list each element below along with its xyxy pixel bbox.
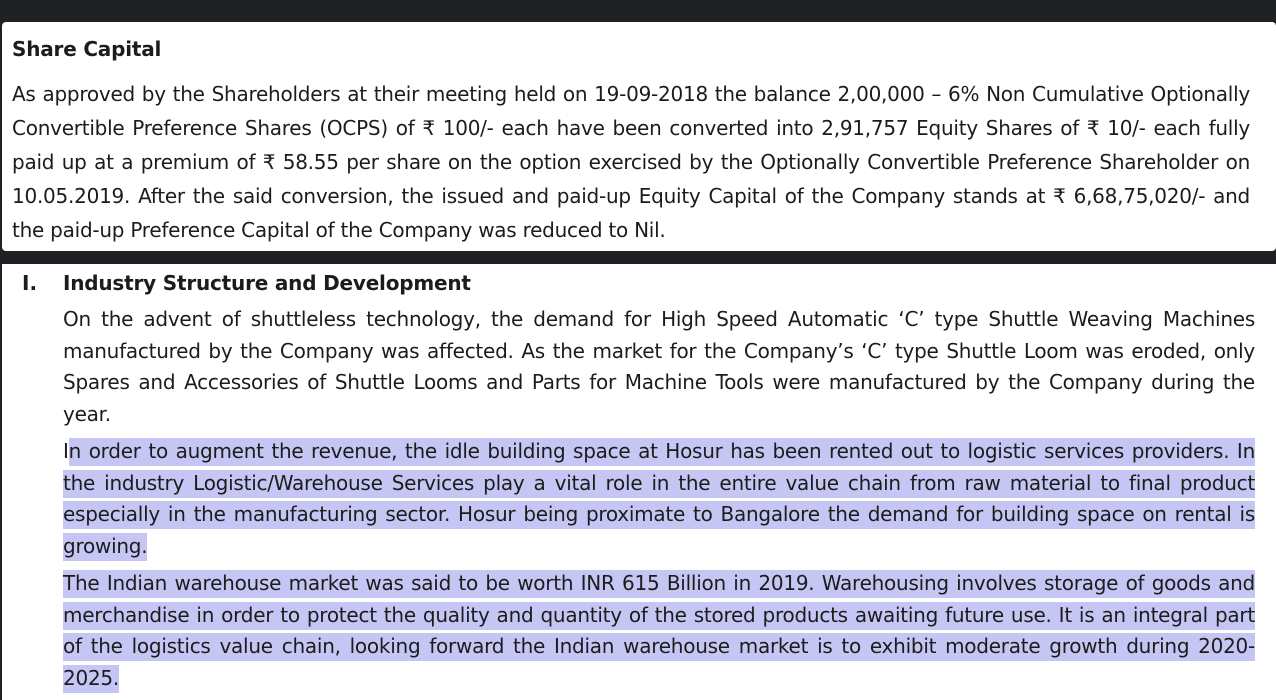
section-number: I. (22, 271, 38, 295)
paragraph-2-unselected-text: I (63, 439, 69, 463)
share-capital-paragraph[interactable]: As approved by the Shareholders at their meeting held on 19-09-2018 the balance 2,00,000 – 6% Non Cumulative Optionally Convertible Preference Shares (OCPS) of ₹ 100/- each have been converted into 2,91,757 Equity Shares of ₹ 10/- each fully paid up at a premium of ₹ 58.55 per share on the option exercised by the Optionally Convertible Preference Shareholder on 10.05.2019. After the said conversion, the issued and paid-up Equity Capital of the Company stands at ₹ 6,68,75,020/- and the paid-up Preference Capital of the Company was reduced to Nil. (12, 82, 1250, 242)
share-capital-heading: Share Capital (12, 37, 162, 61)
industry-heading: Industry Structure and Development (63, 271, 471, 295)
text-selection-highlight[interactable]: n order to augment the revenue, the idle building space at Hosur has been rented out to logistic services providers. In the industry Logistic/Warehouse Services play a vital role in the entire value chain from raw material to final product especially in the manufacturing sector. Hosur being proximate to Bangalore the demand for building space on rental is growing. (63, 438, 1255, 561)
industry-paragraph-1[interactable]: On the advent of shuttleless technology, the demand for High Speed Automatic ‘C’ type Shuttle Weaving Machines manufactured by the Company was affected. As the market for the Company’s ‘C’ type Shuttle Loom was eroded, only Spares and Accessories of Shuttle Looms and Parts for Machine Tools were manufactured by the Company during the year. (63, 307, 1255, 426)
industry-panel (2, 264, 1276, 700)
text-selection-highlight[interactable]: The Indian warehouse market was said to be worth INR 615 Billion in 2019. Warehousing involves storage of goods and merchandise in order to protect the quality and quantity of the stored products awaiting future use. It is an integral part of the logistics value chain, looking forward the Indian warehouse market is to exhibit moderate growth during 2020-2025. (63, 570, 1255, 693)
share-capital-panel (2, 22, 1276, 251)
industry-paragraph-3[interactable] (63, 568, 1255, 694)
industry-paragraph-2[interactable] (63, 436, 1255, 562)
